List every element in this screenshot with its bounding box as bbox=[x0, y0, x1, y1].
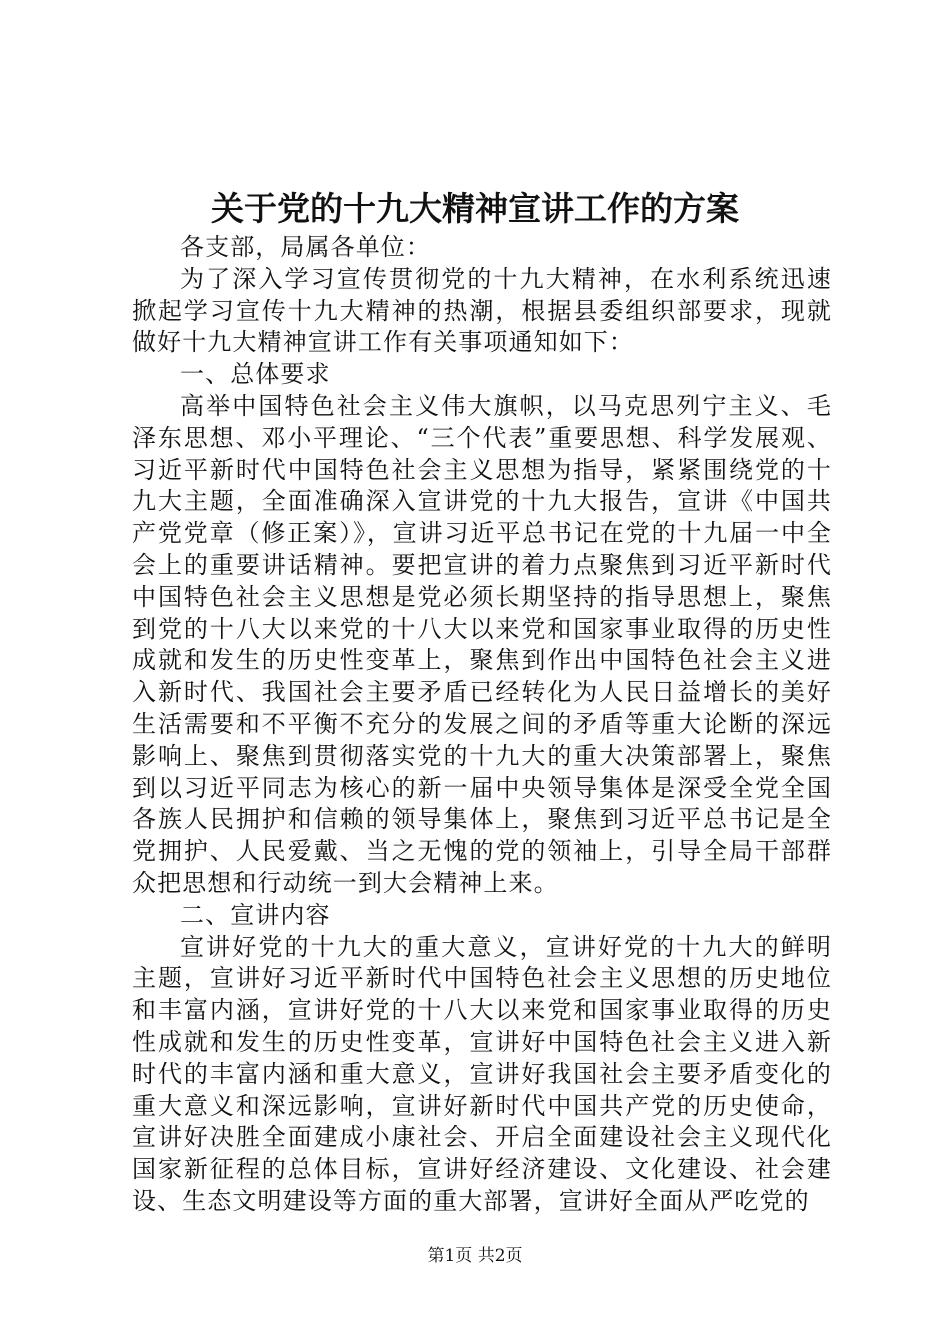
salutation: 各支部，局属各单位： bbox=[180, 233, 431, 261]
document-body bbox=[132, 232, 832, 1218]
section-body-1: 高举中国特色社会主义伟大旗帜，以马克思列宁主义、毛泽东思想、邓小平理论、“三个代表”重要思想、科学发展观、习近平新时代中国特色社会主义思想为指导，紧紧围绕党的十九大主题，全面准确深入宣讲党的十九大报告，宣讲《中国共产党党章（修正案）》，宣讲习近平总书记在党的十九届一中全会上的重要讲话精神。要把宣讲的着力点聚焦到习近平新时代中国特色社会主义思想是党必须长期坚持的指导思想上，聚焦到党的十八大以来党的十八大以来党和国家事业取得的历史性成就和发生的历史性变革上，聚焦到作出中国特色社会主义进入新时代、我国社会主要矛盾已经转化为人民日益增长的美好生活需要和不平衡不充分的发展之间的矛盾等重大论断的深远影响上、聚焦到贯彻落实党的十九大的重大决策部署上，聚焦到以习近平同志为核心的新一届中央领导集体是深受全党全国各族人民拥护和信赖的领导集体上，聚焦到习近平总书记是全党拥护、人民爱戴、当之无愧的党的领袖上，引导全局干部群众把思想和行动统一到大会精神上来。 bbox=[132, 391, 832, 897]
section-body-2: 宣讲好党的十九大的重大意义，宣讲好党的十九大的鲜明主题，宣讲好习近平新时代中国特色社会主义思想的历史地位和丰富内涵，宣讲好党的十八大以来党和国家事业取得的历史性成就和发生的历史性变革，宣讲好中国特色社会主义进入新时代的丰富内涵和重大意义，宣讲好我国社会主要矛盾变化的重大意义和深远影响，宣讲好新时代中国共产党的历史使命，宣讲好决胜全面建成小康社会、开启全面建设社会主义现代化国家新征程的总体目标，宣讲好经济建设、文化建设、社会建设、生态文明建设等方面的重大部署，宣讲好全面从严吃党的 bbox=[132, 932, 832, 1215]
section-heading-1: 一、总体要求 bbox=[180, 360, 331, 389]
section-heading-2: 二、宣讲内容 bbox=[180, 900, 331, 929]
document-title: 关于党的十九大精神宣讲工作的方案 bbox=[211, 189, 739, 228]
page-footer: 第1页 共2页 bbox=[427, 1246, 523, 1266]
intro-paragraph: 为了深入学习宣传贯彻党的十九大精神，在水利系统迅速掀起学习宣传十九大精神的热潮，根据县委组织部要求，现就做好十九大精神宣讲工作有关事项通知如下： bbox=[132, 264, 832, 357]
